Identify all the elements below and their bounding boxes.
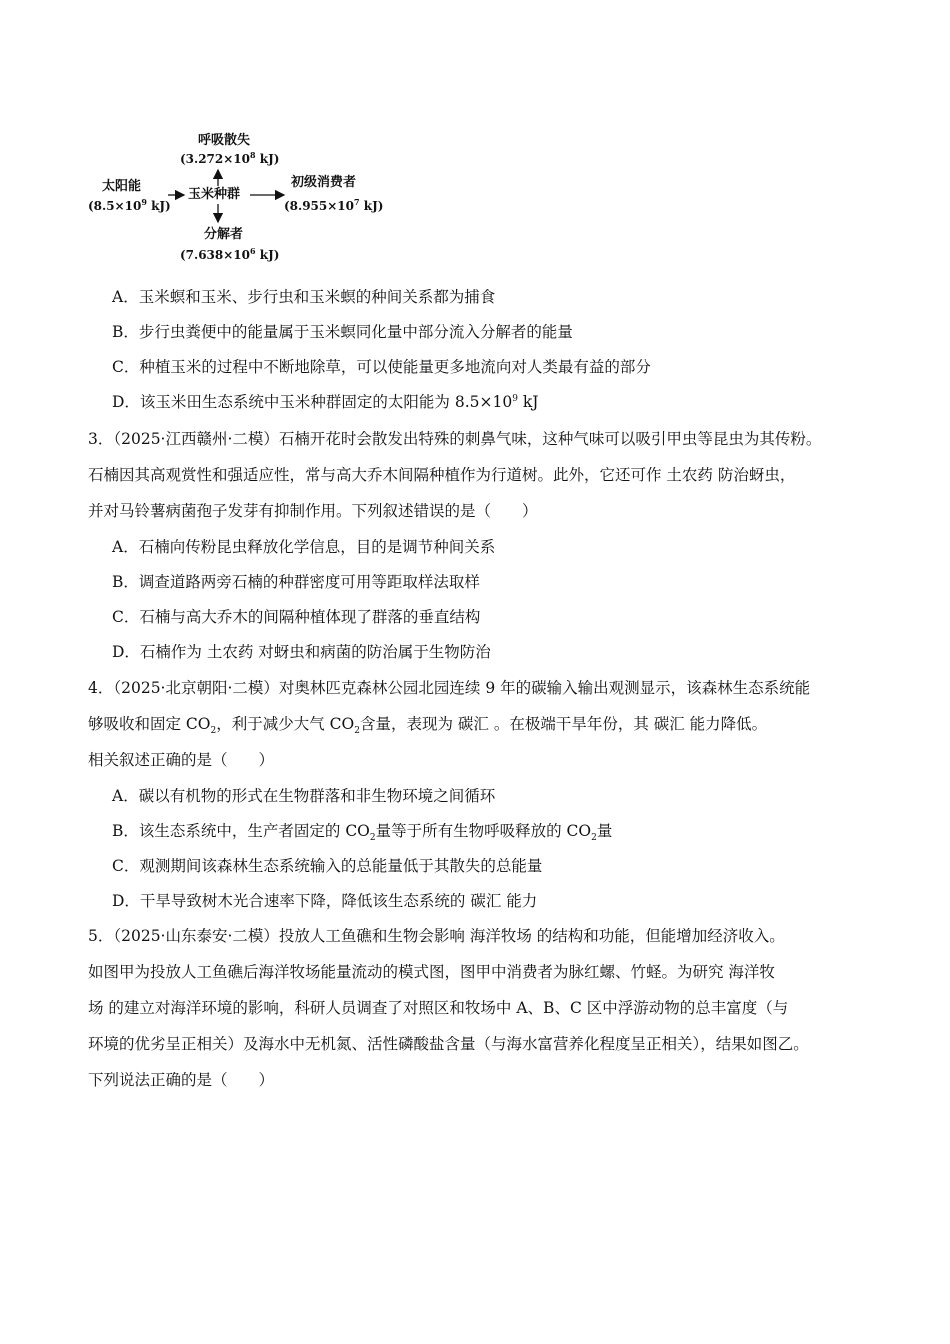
q3-option-b: B．调查道路两旁石楠的种群密度可用等距取样法取样 — [112, 573, 480, 591]
corn-population-label: 玉米种群 — [188, 187, 241, 202]
solar-energy-value: ($8.5\times 10^9$ kJ) — [88, 197, 171, 213]
q3-option-c: C．石楠与高大乔木的间隔种植体现了群落的垂直结构 — [112, 608, 481, 626]
q4-option-b: B．该生态系统中，生产者固定的 $CO_2$量等于所有生物呼吸释放的 $CO_2$量 — [112, 822, 613, 844]
decomposer-value: ($7.638\times 10^6$ kJ) — [180, 246, 280, 262]
q4-stem-line1: 4．（2025·北京朝阳·二模）对奥林匹克森林公园北园连续 9 年的碳输入输出观测显示，该森林生态系统能 — [88, 679, 811, 697]
q4-option-c: C．观测期间该森林生态系统输入的总能量低于其散失的总能量 — [112, 857, 543, 875]
q3-option-d: D．石楠作为 土农药 对蚜虫和病菌的防治属于生物防治 — [112, 643, 491, 661]
q2-option-c: C．种植玉米的过程中不断地除草，可以使能量更多地流向对人类最有益的部分 — [112, 358, 651, 376]
q3-stem-line2: 石楠因其高观赏性和强适应性，常与高大乔木间隔种植作为行道树。此外，它还可作 土农药 防治蚜虫， — [88, 466, 796, 484]
q2-option-b: B．步行虫粪便中的能量属于玉米螟同化量中部分流入分解者的能量 — [112, 323, 573, 341]
q4-option-a: A．碳以有机物的形式在生物群落和非生物环境之间循环 — [112, 787, 496, 805]
q5-stem-line4: 环境的优劣呈正相关）及海水中无机氮、活性磷酸盐含量（与海水富营养化程度呈正相关），结果如图乙。 — [88, 1035, 809, 1053]
q5-stem-line5: 下列说法正确的是（ ） — [88, 1071, 275, 1089]
q4-option-d: D．干旱导致树木光合速率下降，降低该生态系统的 碳汇 能力 — [112, 892, 538, 910]
q2-option-a: A．玉米螟和玉米、步行虫和玉米螟的种间关系都为捕食 — [112, 288, 496, 306]
respiration-value: ($3.272\times 10^8$ kJ) — [180, 150, 280, 166]
q4-stem-line3: 相关叙述正确的是（ ） — [88, 751, 275, 769]
q5-stem-line3: 场 的建立对海洋环境的影响，科研人员调查了对照区和牧场中 A、B、C 区中浮游动物的总丰富度（与 — [88, 999, 789, 1017]
decomposer-label: 分解者 — [204, 227, 244, 242]
q5-stem-line1: 5．（2025·山东泰安·二模）投放人工鱼礁和生物会影响 海洋牧场 的结构和功能，但能增加经济收入。 — [88, 927, 785, 945]
q3-option-a: A．石楠向传粉昆虫释放化学信息，目的是调节种间关系 — [112, 538, 496, 556]
q5-stem-line2: 如图甲为投放人工鱼礁后海洋牧场能量流动的模式图，图甲中消费者为脉红螺、竹蛏。为研究 海洋牧 — [88, 963, 775, 981]
q2-option-d: D．该玉米田生态系统中玉米种群固定的太阳能为 $8.5\times 10^9$ kJ — [112, 393, 539, 411]
q3-stem-line1: 3．（2025·江西赣州·二模）石楠开花时会散发出特殊的刺鼻气味，这种气味可以吸引甲虫等昆虫为其传粉。 — [88, 430, 822, 448]
solar-energy-label: 太阳能 — [102, 179, 142, 194]
respiration-label: 呼吸散失 — [198, 133, 251, 148]
primary-consumer-label: 初级消费者 — [291, 175, 357, 190]
q3-stem-line3: 并对马铃薯病菌孢子发芽有抑制作用。下列叙述错误的是（ ） — [88, 502, 538, 520]
q4-stem-line2: 够吸收和固定 $CO_2$，利于减少大气 $CO_2$含量，表现为 碳汇 。在极端干旱年份，其 碳汇 能力降低。 — [88, 715, 768, 737]
primary-consumer-value: ($8.955\times 10^7$ kJ) — [284, 197, 384, 213]
energy-flow-diagram — [80, 130, 384, 270]
